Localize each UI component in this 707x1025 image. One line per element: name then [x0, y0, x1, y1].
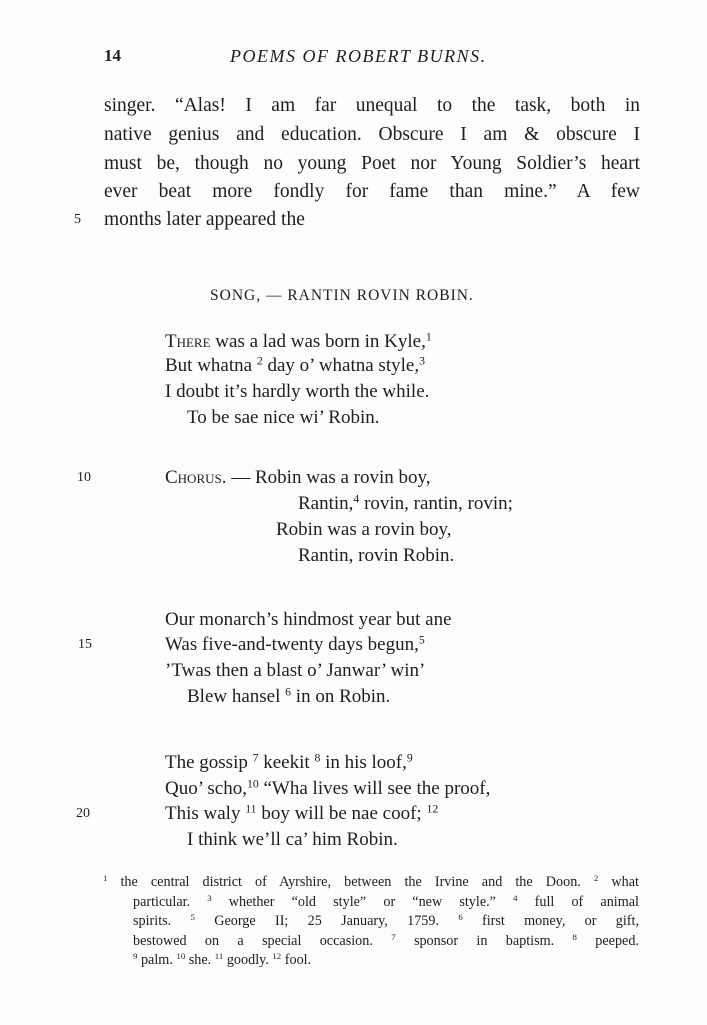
text-segment: I think we’ll ca’ him Robin.	[187, 829, 398, 850]
text-segment: fool.	[281, 952, 312, 968]
text-segment: full of animal	[517, 894, 640, 910]
poem-line	[165, 633, 425, 657]
poem-line	[187, 828, 398, 852]
poem-line	[165, 380, 429, 404]
text-segment: in on Robin.	[291, 686, 391, 707]
text-segment: what	[598, 874, 639, 890]
poem-line	[298, 492, 513, 516]
footnote-marker: 2	[256, 354, 263, 368]
footnote-marker: 4	[513, 893, 518, 904]
text-segment: was a lad was born in Kyle,	[210, 331, 426, 352]
footnote-marker: 6	[458, 912, 463, 923]
poem-line	[165, 330, 432, 354]
line-number: 5	[74, 212, 81, 227]
text-segment: peeped.	[576, 933, 639, 949]
poem-line	[165, 608, 452, 632]
line-number: 20	[76, 806, 90, 821]
text-segment: boy will be nae coof;	[256, 803, 427, 824]
footnote-marker: 10	[176, 951, 186, 962]
footnote-line	[133, 932, 639, 951]
footnote-marker: 8	[314, 751, 321, 765]
poem-line	[165, 777, 490, 801]
footnote-marker: 9	[133, 951, 138, 962]
running-title: POEMS OF ROBERT BURNS.	[230, 46, 487, 66]
text-segment: Chorus.	[165, 467, 227, 488]
text-segment: The gossip	[165, 752, 253, 773]
prose-line: must be, though no young Poet nor Young Soldier’s heart	[104, 153, 640, 174]
footnote-marker: 6	[285, 685, 292, 699]
footnote-marker: 3	[207, 893, 212, 904]
poem-line	[187, 685, 390, 709]
poem-line	[165, 802, 438, 826]
footnote-marker: 12	[272, 951, 282, 962]
footnote-marker: 5	[190, 912, 195, 923]
prose-line: native genius and education. Obscure I am & obscure I	[104, 124, 640, 145]
text-segment: Quo’ scho,	[165, 778, 247, 799]
footnote-marker: 1	[103, 873, 108, 884]
text-segment: ’Twas then a blast o’ Janwar’ win’	[165, 660, 426, 681]
footnote-marker: 2	[593, 873, 599, 884]
text-segment: I doubt it’s hardly worth the while.	[165, 381, 430, 402]
footnote-marker: 11	[214, 951, 224, 962]
footnote-line	[133, 912, 639, 931]
text-segment: palm.	[137, 952, 177, 968]
footnote-marker: 7	[252, 751, 259, 765]
text-segment: first money, or gift,	[462, 913, 639, 929]
footnote-marker: 4	[353, 492, 360, 506]
poem-line	[165, 354, 425, 378]
song-title: SONG, — RANTIN ROVIN ROBIN.	[210, 287, 474, 304]
poem-line	[276, 518, 452, 542]
poem-line	[187, 406, 380, 430]
footnote-marker: 7	[391, 932, 396, 943]
text-segment: particular.	[133, 894, 208, 910]
footnote-marker: 8	[572, 932, 577, 943]
footnote-line	[133, 893, 639, 912]
text-segment: George II; 25 January, 1759.	[194, 913, 459, 929]
footnote-marker: 11	[245, 802, 257, 816]
text-segment: There	[165, 331, 211, 352]
footnote-marker: 1	[425, 330, 432, 344]
footnote-marker: 3	[419, 354, 425, 368]
text-segment: spirits.	[133, 913, 191, 929]
footnote-marker: 12	[426, 802, 439, 816]
poem-line	[298, 544, 454, 568]
text-segment: in his loof,	[320, 752, 407, 773]
text-segment: goodly.	[223, 952, 273, 968]
text-segment: bestowed on a special occasion.	[133, 933, 392, 949]
text-segment: Blew hansel	[187, 686, 286, 707]
footnote-marker: 5	[418, 633, 425, 647]
text-segment: day o’ whatna style,	[262, 355, 420, 376]
prose-line: months later appeared the	[104, 209, 305, 230]
text-segment: the central district of Ayrshire, between the Irvine and the Doon.	[107, 874, 594, 890]
text-segment: This waly	[165, 803, 246, 824]
text-segment: Rantin,	[298, 493, 354, 514]
prose-line: ever beat more fondly for fame than mine.” A few	[104, 181, 640, 202]
poem-line	[165, 751, 413, 775]
text-segment: Rantin, rovin Robin.	[298, 545, 455, 566]
poem-line	[165, 466, 431, 490]
footnote-line	[103, 873, 639, 892]
text-segment: To be sae nice wi’ Robin.	[187, 407, 380, 428]
text-segment: — Robin was a rovin boy,	[226, 467, 431, 488]
text-segment: sponsor in baptism.	[395, 933, 573, 949]
text-segment: “Wha lives will see the proof,	[258, 778, 491, 799]
text-segment: rovin, rantin, rovin;	[359, 493, 513, 514]
text-segment: But whatna	[165, 355, 257, 376]
text-segment: keekit	[258, 752, 315, 773]
text-segment: Robin was a rovin boy,	[276, 519, 452, 540]
text-segment: Our monarch’s hindmost year but ane	[165, 609, 452, 630]
page-number: 14	[104, 46, 121, 65]
line-number: 10	[77, 470, 91, 485]
footnote-line	[133, 951, 639, 970]
prose-line: singer. “Alas! I am far unequal to the task, both in	[104, 95, 640, 116]
poem-line	[165, 659, 425, 683]
footnote-marker: 9	[406, 751, 413, 765]
text-segment: she.	[185, 952, 215, 968]
line-number: 15	[78, 637, 92, 652]
text-segment: whether “old style” or “new style.”	[211, 894, 514, 910]
footnote-marker: 10	[246, 777, 259, 791]
text-segment: Was five-and-twenty days begun,	[165, 634, 419, 655]
